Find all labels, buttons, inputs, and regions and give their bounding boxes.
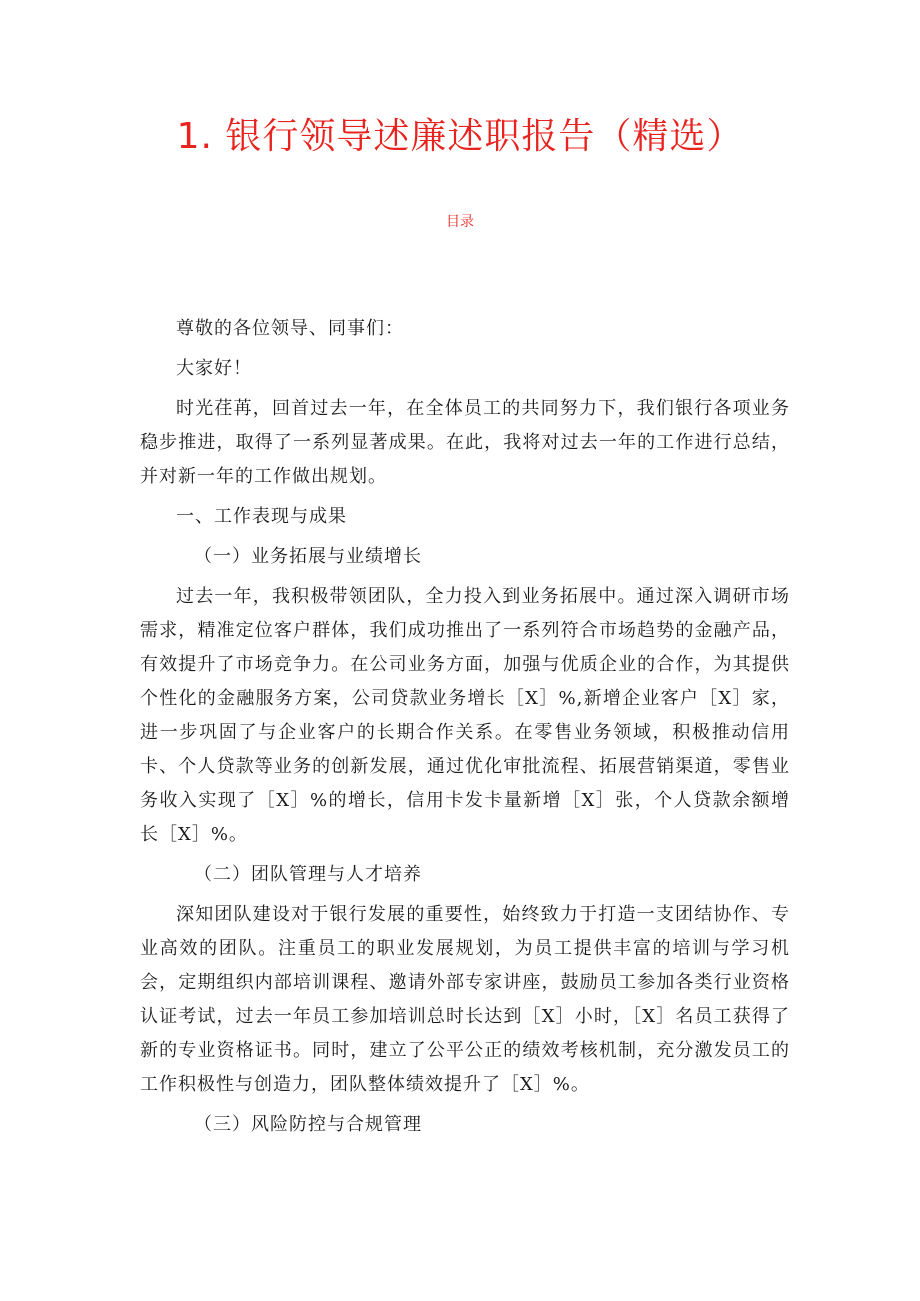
document-title: 1. 银行领导述廉述职报告（精选）	[176, 116, 744, 157]
paragraph-salutation: 尊敬的各位领导、同事们：	[176, 318, 404, 339]
paragraph-business: 过去一年，我积极带领团队，全力投入到业务拓展中。通过深入调研市场需求，精准定位客户群体，我们成功推出了一系列符合市场趋势的金融产品，有效提升了市场竞争力。在公司业务方面，加强与优质企业的合作，为其提供个性化的金融服务方案，公司贷款业务增长［X］%,新增企业客户［X］家，进一步巩固了与企业客户的长期合作关系。在零售业务领域，积极推动信用卡、个人贷款等业务的创新发展，通过优化审批流程、拓展营销渠道，零售业务收入实现了［X］%的增长，信用卡发卡量新增［X］张，个人贷款余额增长［X］%。	[140, 586, 790, 845]
paragraph-greeting: 大家好！	[176, 358, 252, 379]
subsection-heading-2: （二）团队管理与人才培养	[194, 864, 422, 885]
subsection-heading-1: （一）业务拓展与业绩增长	[194, 546, 422, 567]
paragraph-intro: 时光荏苒，回首过去一年，在全体员工的共同努力下，我们银行各项业务稳步推进，取得了一系列显著成果。在此，我将对过去一年的工作进行总结，并对新一年的工作做出规划。	[140, 398, 790, 487]
toc-label: 目录	[446, 214, 474, 230]
paragraph-team: 深知团队建设对于银行发展的重要性，始终致力于打造一支团结协作、专业高效的团队。注重员工的职业发展规划，为员工提供丰富的培训与学习机会，定期组织内部培训课程、邀请外部专家讲座，鼓励员工参加各类行业资格认证考试，过去一年员工参加培训总时长达到［X］小时，［X］名员工获得了新的专业资格证书。同时，建立了公平公正的绩效考核机制，充分激发员工的工作积极性与创造力，团队整体绩效提升了［X］%。	[140, 904, 790, 1095]
subsection-heading-3: （三）风险防控与合规管理	[194, 1114, 422, 1135]
document-body	[140, 312, 790, 1148]
section-heading-1: 一、工作表现与成果	[176, 506, 347, 527]
